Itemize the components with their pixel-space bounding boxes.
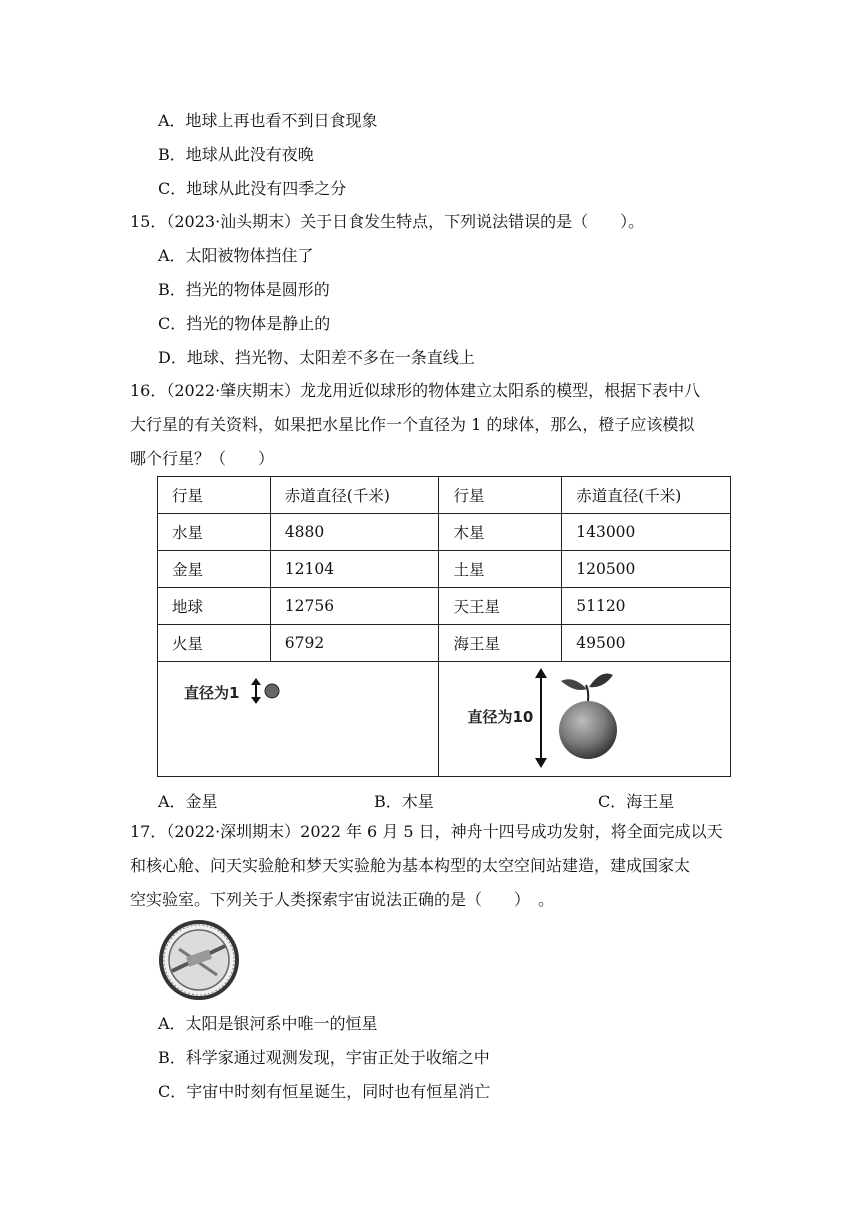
orange-illustration	[439, 662, 731, 777]
table-header-cell: 赤道直径(千米)	[270, 477, 439, 514]
table-image-row	[158, 662, 731, 777]
diameter-10-label: 直径为10	[467, 708, 534, 726]
q15-option-d: D．地球、挡光物、太阳差不多在一条直线上	[158, 348, 475, 367]
q17-option-b: B．科学家通过观测发现，宇宙正处于收缩之中	[158, 1048, 490, 1067]
q15-option-a: A．太阳被物体挡住了	[158, 246, 314, 265]
orange-icon	[531, 665, 621, 769]
q15-option-b: B．挡光的物体是圆形的	[158, 280, 330, 299]
q15-stem: 15．（2023·汕头期末）关于日食发生特点，下列说法错误的是（ ）。	[130, 212, 645, 231]
small-sphere-illustration	[158, 662, 439, 777]
table-cell: 12756	[270, 588, 439, 625]
table-cell: 120500	[562, 551, 731, 588]
planet-diameter-table	[157, 476, 731, 777]
table-cell: 火星	[158, 625, 271, 662]
small-sphere-icon	[249, 678, 285, 704]
q15-option-c: C．挡光的物体是静止的	[158, 314, 331, 333]
table-header-cell: 赤道直径(千米)	[562, 477, 731, 514]
table-cell: 水星	[158, 514, 271, 551]
q17-stem-line-3: 空实验室。下列关于人类探索宇宙说法正确的是（ ） 。	[130, 890, 555, 909]
table-cell: 地球	[158, 588, 271, 625]
q16-stem-line-3: 哪个行星？（ ）	[130, 449, 275, 468]
table-cell: 12104	[270, 551, 439, 588]
table-cell: 51120	[562, 588, 731, 625]
q17-stem-line-2: 和核心舱、问天实验舱和梦天实验舱为基本构型的太空空间站建造，建成国家太	[130, 856, 691, 875]
table-row	[158, 588, 731, 625]
table-cell: 4880	[270, 514, 439, 551]
q16-option-b: B．木星	[374, 792, 434, 811]
table-cell: 木星	[439, 514, 562, 551]
table-cell: 土星	[439, 551, 562, 588]
q16-option-a: A．金星	[158, 792, 218, 811]
table-header-cell: 行星	[439, 477, 562, 514]
table-cell: 6792	[270, 625, 439, 662]
table-cell: 49500	[562, 625, 731, 662]
table-cell: 天王星	[439, 588, 562, 625]
q17-option-a: A．太阳是银河系中唯一的恒星	[158, 1014, 378, 1033]
q16-stem-line-1: 16．（2022·肇庆期末）龙龙用近似球形的物体建立太阳系的模型，根据下表中八	[130, 381, 701, 400]
q14-option-b: B．地球从此没有夜晚	[158, 145, 314, 164]
q17-stem-line-1: 17．（2022·深圳期末）2022 年 6 月 5 日，神舟十四号成功发射，将全面完成以天	[130, 822, 723, 841]
table-header-row	[158, 477, 731, 514]
diameter-1-label: 直径为1	[184, 684, 240, 702]
q16-options	[158, 789, 718, 809]
space-station-emblem-icon	[157, 919, 241, 1001]
table-row	[158, 625, 731, 662]
q17-option-c: C．宇宙中时刻有恒星诞生，同时也有恒星消亡	[158, 1082, 491, 1101]
table-header-cell: 行星	[158, 477, 271, 514]
table-cell: 金星	[158, 551, 271, 588]
q16-option-c: C．海王星	[598, 792, 675, 811]
table-cell: 海王星	[439, 625, 562, 662]
table-row	[158, 551, 731, 588]
table-row	[158, 514, 731, 551]
table-cell: 143000	[562, 514, 731, 551]
q16-stem-line-2: 大行星的有关资料，如果把水星比作一个直径为 1 的球体，那么，橙子应该模拟	[130, 415, 695, 434]
q14-option-c: C．地球从此没有四季之分	[158, 179, 347, 198]
q14-option-a: A．地球上再也看不到日食现象	[158, 111, 378, 130]
